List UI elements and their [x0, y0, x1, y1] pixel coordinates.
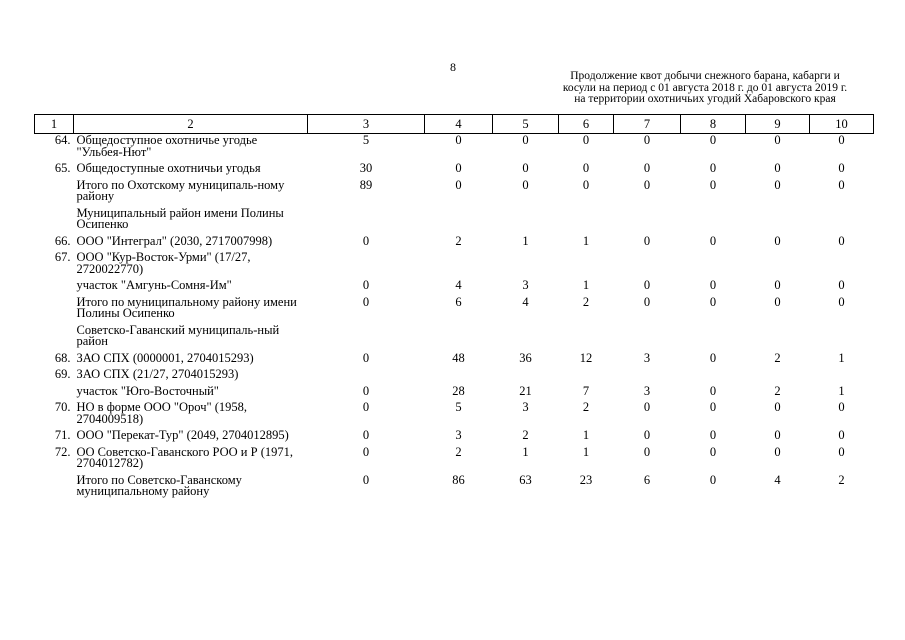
cell-value: 0 [362, 350, 370, 365]
column-header: 1 [35, 115, 74, 134]
cell-value [425, 251, 493, 279]
row-name: Муниципальный район имени Полины Осипенко [76, 205, 284, 231]
cell-value: 23 [579, 472, 593, 487]
row-name: участок "Юго-Восточный" [76, 383, 219, 398]
cell-value: 63 [519, 472, 532, 487]
cell-value: 0 [455, 161, 462, 175]
cell-value [493, 368, 559, 385]
column-header: 8 [681, 115, 746, 134]
cell-value [559, 368, 614, 385]
cell-value: 3 [522, 400, 529, 414]
cell-value: 0 [838, 444, 845, 459]
cell-value [746, 324, 810, 352]
cell-value: 0 [709, 177, 717, 192]
cell-value: 0 [362, 233, 370, 248]
continuation-title [540, 71, 870, 106]
table-body [35, 134, 874, 502]
cell-value: 28 [452, 383, 465, 398]
cell-value [614, 324, 681, 352]
cell-value [493, 207, 559, 235]
cell-value: 0 [774, 294, 781, 309]
column-header: 7 [614, 115, 681, 134]
cell-value: 2 [455, 444, 462, 459]
cell-value: 0 [838, 400, 845, 414]
cell-value: 0 [709, 233, 717, 248]
cell-value: 1 [838, 350, 845, 365]
cell-value: 1 [522, 233, 529, 248]
cell-value: 0 [774, 233, 781, 248]
cell-value: 0 [455, 133, 462, 147]
cell-value: 3 [643, 383, 651, 398]
cell-value: 0 [709, 428, 717, 442]
table-header-row [35, 115, 874, 134]
cell-value: 1 [522, 444, 529, 459]
cell-value: 0 [362, 444, 370, 459]
row-number [35, 385, 74, 402]
cell-value [614, 368, 681, 385]
cell-value: 0 [643, 294, 651, 309]
cell-value: 86 [452, 472, 465, 487]
cell-value [559, 251, 614, 279]
cell-value: 0 [522, 177, 529, 192]
cell-value: 0 [362, 472, 370, 487]
column-header: 5 [493, 115, 559, 134]
cell-value: 36 [519, 350, 532, 365]
cell-value: 0 [709, 133, 717, 147]
cell-value: 2 [455, 233, 462, 248]
table-row [35, 429, 874, 446]
cell-value: 0 [522, 133, 529, 147]
column-header: 4 [425, 115, 493, 134]
cell-value [681, 251, 746, 279]
cell-value [810, 207, 874, 235]
row-name: Общедоступное охотничье угодье "Ульбея-Нют" [76, 133, 258, 159]
cell-value: 1 [582, 278, 590, 292]
table-row [35, 401, 874, 429]
cell-value: 2 [838, 472, 845, 487]
row-number: 72. [54, 444, 71, 459]
cell-value: 0 [522, 161, 529, 175]
cell-value [308, 368, 425, 385]
cell-value: 2 [582, 400, 590, 414]
row-number: 67. [54, 250, 71, 264]
cell-value: 0 [643, 428, 651, 442]
cell-value: 0 [643, 161, 651, 175]
table-row [35, 296, 874, 324]
cell-value [746, 251, 810, 279]
continuation-title-line: косули на период с 01 августа 2018 г. до 01 августа 2019 г. [562, 81, 848, 94]
quota-table [34, 114, 874, 502]
table-row [35, 207, 874, 235]
column-header: 2 [74, 115, 308, 134]
row-name: Советско-Гаванский муниципаль-ный район [76, 322, 280, 348]
cell-value: 6 [455, 294, 462, 309]
cell-value [308, 251, 425, 279]
cell-value: 0 [709, 400, 717, 414]
cell-value [614, 207, 681, 235]
cell-value: 12 [579, 350, 593, 365]
cell-value: 2 [582, 294, 590, 309]
cell-value: 0 [774, 400, 781, 414]
cell-value [425, 207, 493, 235]
row-name: Итого по Охотскому муниципаль-ному району [76, 177, 285, 203]
cell-value [681, 207, 746, 235]
cell-value: 0 [838, 161, 845, 175]
cell-value: 4 [455, 278, 462, 292]
table-row [35, 474, 874, 502]
row-number: 66. [54, 233, 71, 248]
row-name: ООО "Интеграл" (2030, 2717007998) [76, 233, 273, 248]
cell-value: 21 [519, 383, 532, 398]
cell-value [614, 251, 681, 279]
cell-value: 6 [643, 472, 651, 487]
table-row [35, 324, 874, 352]
column-header: 9 [746, 115, 810, 134]
cell-value: 0 [709, 161, 717, 175]
cell-value [308, 324, 425, 352]
table-row [35, 446, 874, 474]
cell-value [810, 324, 874, 352]
table-row [35, 251, 874, 279]
cell-value [425, 324, 493, 352]
cell-value: 0 [774, 428, 781, 442]
cell-value: 0 [709, 278, 717, 292]
cell-value [493, 251, 559, 279]
cell-value: 0 [643, 400, 651, 414]
cell-value [810, 368, 874, 385]
table-row [35, 179, 874, 207]
cell-value [559, 207, 614, 235]
row-name: Итого по муниципальному району имени Полины Осипенко [76, 294, 297, 320]
cell-value: 0 [774, 161, 781, 175]
cell-value: 0 [838, 133, 845, 147]
cell-value: 0 [362, 428, 370, 442]
cell-value: 0 [774, 133, 781, 147]
cell-value: 1 [838, 383, 845, 398]
continuation-title-line: Продолжение квот добычи снежного барана, кабарги и [570, 70, 840, 82]
cell-value: 0 [838, 428, 845, 442]
table-row [35, 352, 874, 369]
row-number [35, 279, 74, 296]
cell-value: 30 [359, 161, 373, 175]
cell-value: 0 [709, 383, 717, 398]
cell-value: 0 [838, 177, 845, 192]
cell-value: 4 [774, 472, 781, 487]
cell-value: 0 [362, 278, 370, 292]
column-header: 3 [308, 115, 425, 134]
cell-value: 0 [709, 472, 717, 487]
cell-value: 0 [709, 444, 717, 459]
cell-value: 7 [582, 383, 590, 398]
row-name: ООО "Перекат-Тур" (2049, 2704012895) [76, 428, 289, 442]
cell-value: 0 [774, 278, 781, 292]
table-row [35, 385, 874, 402]
row-name: Общедоступные охотничьи угодья [76, 161, 261, 175]
column-header: 6 [559, 115, 614, 134]
cell-value: 0 [838, 278, 845, 292]
continuation-title-line: на территории охотничьих угодий Хабаровского края [574, 93, 836, 105]
row-number [35, 179, 74, 207]
column-header: 10 [810, 115, 874, 134]
cell-value: 0 [643, 278, 651, 292]
cell-value [746, 368, 810, 385]
cell-value: 89 [359, 177, 373, 192]
cell-value: 0 [774, 444, 781, 459]
row-number: 70. [54, 400, 71, 414]
cell-value [810, 251, 874, 279]
cell-value: 0 [709, 350, 717, 365]
row-number [35, 207, 74, 235]
cell-value: 0 [643, 233, 651, 248]
cell-value: 0 [362, 294, 370, 309]
cell-value: 0 [838, 294, 845, 309]
cell-value [559, 324, 614, 352]
table-row [35, 235, 874, 252]
cell-value: 0 [774, 177, 781, 192]
cell-value [746, 207, 810, 235]
page-number: 8 [450, 60, 456, 74]
cell-value [681, 368, 746, 385]
table-row [35, 134, 874, 163]
cell-value [493, 324, 559, 352]
row-name: ЗАО СПХ (21/27, 2704015293) [76, 367, 239, 381]
table-row [35, 279, 874, 296]
cell-value: 0 [643, 444, 651, 459]
cell-value: 2 [774, 350, 781, 365]
cell-value: 0 [582, 161, 590, 175]
cell-value: 3 [522, 278, 529, 292]
cell-value: 2 [774, 383, 781, 398]
cell-value: 0 [838, 233, 845, 248]
row-name: НО в форме ООО "Ороч" (1958, 2704009518) [76, 400, 248, 426]
cell-value: 0 [643, 177, 651, 192]
cell-value: 0 [709, 294, 717, 309]
cell-value: 5 [362, 133, 370, 147]
row-number [35, 296, 74, 324]
cell-value: 2 [522, 428, 529, 442]
cell-value: 0 [455, 177, 462, 192]
cell-value: 1 [582, 428, 590, 442]
cell-value: 3 [643, 350, 651, 365]
row-name: Итого по Советско-Гаванскому муниципальному району [76, 472, 242, 498]
cell-value: 5 [455, 400, 462, 414]
cell-value: 0 [362, 400, 370, 414]
cell-value: 48 [452, 350, 465, 365]
row-number: 71. [54, 428, 71, 442]
row-number: 65. [54, 161, 71, 175]
row-name: ООО "Кур-Восток-Урми" (17/27, 2720022770) [76, 250, 251, 276]
cell-value [681, 324, 746, 352]
row-number: 64. [54, 133, 71, 147]
cell-value: 0 [362, 383, 370, 398]
cell-value: 0 [582, 133, 590, 147]
row-name: ЗАО СПХ (0000001, 2704015293) [76, 350, 254, 365]
cell-value: 1 [582, 444, 590, 459]
cell-value [308, 207, 425, 235]
table-row [35, 162, 874, 179]
row-number [35, 324, 74, 352]
row-number: 69. [54, 367, 71, 381]
cell-value: 0 [643, 133, 651, 147]
cell-value [425, 368, 493, 385]
row-number: 68. [54, 350, 71, 365]
cell-value: 0 [582, 177, 590, 192]
table-row [35, 368, 874, 385]
row-name: ОО Советско-Гаванского РОО и Р (1971, 2704012782) [76, 444, 293, 470]
cell-value: 1 [582, 233, 590, 248]
cell-value: 3 [455, 428, 462, 442]
cell-value: 4 [522, 294, 529, 309]
row-number [35, 474, 74, 502]
row-name: участок "Амгунь-Сомня-Им" [76, 278, 232, 292]
